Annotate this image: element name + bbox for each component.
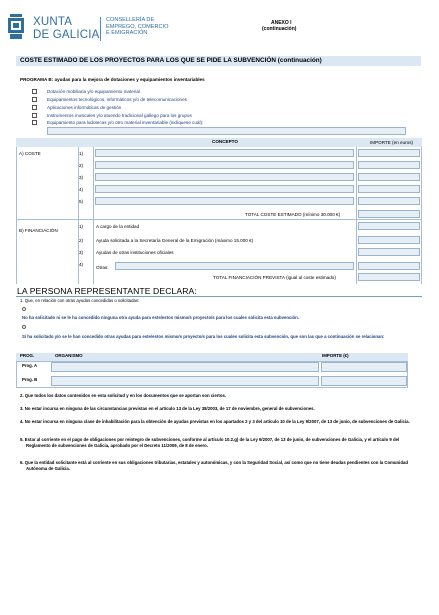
financ-row-text: Ayudas de otras instituciones oficiales xyxy=(96,250,174,255)
total-coste-input[interactable] xyxy=(358,210,420,218)
option-yes-aid-text: Sí ha solicitado y/o se le han concedido otras ayudas para este/estos mismo/s proyecto/s para los cuales solicita esta subvención, que son las que a continuación se relacionan: xyxy=(22,334,385,339)
aid-col-prog: PROG. xyxy=(20,353,35,358)
financ-importe-input-1[interactable] xyxy=(358,222,420,230)
coste-importe-input-3[interactable] xyxy=(358,173,420,181)
declaration-q1: 1. Que, en relación con otras ayudas concedidas o solicitadas: xyxy=(20,298,140,303)
coste-label: A) COSTE xyxy=(19,151,41,156)
program-b-heading: PROGRAMA B: ayudas para la mejora de dotaciones y equipamientos inventariables xyxy=(20,77,205,82)
option-instrumentos[interactable] xyxy=(32,112,192,118)
financ-row-text: A cargo de la entidad xyxy=(96,224,140,229)
checkbox[interactable] xyxy=(32,120,37,125)
grid-line xyxy=(421,147,422,284)
checkbox[interactable] xyxy=(32,105,37,110)
coste-importe-input-4[interactable] xyxy=(358,185,420,193)
grid-line xyxy=(16,219,422,220)
coste-row-num: 4) xyxy=(79,187,84,192)
dept-line-2: EMPREGO, COMERCIO xyxy=(106,23,169,30)
option-dotacion[interactable] xyxy=(32,88,140,94)
aid-col-organismo: ORGANISMO xyxy=(55,353,83,358)
option-aplicaciones[interactable] xyxy=(32,104,121,110)
col-importe: IMPORTE (en euros) xyxy=(370,140,414,145)
radio-no-aid[interactable] xyxy=(22,307,26,311)
declaration-item-4: 4. No estar incursa en ninguna clase de inhabilitación para la obtención de ayudas previstas en los apartados 2 y 3 del artículo 10 de la Ley 9/2007, de 13 de junio, de subvenciones de Galicia. xyxy=(20,419,410,424)
aid-organismo-input-a[interactable] xyxy=(51,362,319,372)
financ-row-num: 1) xyxy=(79,224,84,229)
aid-col-importe: IMPORTE (€) xyxy=(322,353,349,358)
option-label: Aplicaciones informáticas de gestión xyxy=(47,104,122,110)
coste-concepto-input-2[interactable] xyxy=(95,161,354,169)
aid-organismo-input-b[interactable] xyxy=(51,376,319,386)
financiacion-label: B) FINANCIACIÓN xyxy=(19,228,58,233)
financ-importe-input-2[interactable] xyxy=(358,236,420,244)
xunta-logo-icon xyxy=(8,14,24,39)
coste-row-num: 1) xyxy=(79,151,84,156)
financ-row-num: 3) xyxy=(79,250,84,255)
annex-continuation: (continuación) xyxy=(262,26,297,32)
annex-label xyxy=(262,20,296,32)
radio-yes-aid[interactable] xyxy=(22,325,26,329)
declaration-divider xyxy=(16,296,422,297)
grid-line xyxy=(16,147,17,284)
coste-concepto-input-5[interactable] xyxy=(95,197,354,205)
coste-importe-input-1[interactable] xyxy=(358,149,420,157)
coste-row-num: 5) xyxy=(79,199,84,204)
financ-row-text: Ayuda solicitada a la Secretaría General de la Emigración (máximo 15.000 €) xyxy=(96,238,254,243)
financ-row-text: Otras: xyxy=(96,265,109,270)
declaration-item-2: 2. Que todos los datos contenidos en esta solicitud y en los documentos que se aportan son ciertos. xyxy=(20,393,227,398)
option-label: Instrumentos musicales y/o atuendo tradicional gallego para los grupos xyxy=(47,112,192,118)
financ-importe-input-3[interactable] xyxy=(358,248,420,256)
coste-importe-input-2[interactable] xyxy=(358,161,420,169)
coste-row-num: 2) xyxy=(79,163,84,168)
section-title: COSTE ESTIMADO DE LOS PROYECTOS PARA LOS QUE SE PIDE LA SUBVENCIÓN (continuación) xyxy=(20,57,322,64)
total-financ-label: TOTAL FINANCIACIÓN PREVISTA (igual al coste estimado) xyxy=(213,275,336,280)
option-label: Equipamientos tecnológicos, informáticos y/o de telecomunicaciones xyxy=(47,96,187,102)
grid-line xyxy=(93,147,94,284)
dept-line-3: E EMIGRACIÓN xyxy=(106,30,148,37)
dept-line-1: CONSELLERÍA DE xyxy=(106,17,155,23)
checkbox[interactable] xyxy=(32,113,37,118)
option-no-aid-text: No ha solicitado ni se le ha concedido ninguna otra ayuda para este/estos mismo/s proyecto/s para los cuales solicita esta subvención. xyxy=(22,315,299,320)
financ-importe-input-4[interactable] xyxy=(358,262,420,270)
department-name xyxy=(106,17,168,37)
logo-text-xunta: XUNTA xyxy=(33,16,73,28)
declaration-item-5: 5. Estar al corriente en el pago de obligaciones por reintegro de subvenciones, conforme al artículo 10.2.g) de la Ley 9/2007, de 13 de junio, de subvenciones de Galicia, y el artículo 9 del Reglamento de subvenciones de Galicia, aprobado por el Decreto 11/2009, de 8 de enero. xyxy=(20,437,400,449)
option-label: Dotación mobiliaria y/o equipamiento material xyxy=(47,88,140,94)
aid-importe-input-a[interactable] xyxy=(321,362,407,372)
financ-row-num: 4) xyxy=(79,262,84,267)
coste-concepto-input-4[interactable] xyxy=(95,185,354,193)
coste-concepto-input-3[interactable] xyxy=(95,173,354,181)
annex-title: ANEXO I xyxy=(271,20,292,26)
grid-line xyxy=(356,147,357,284)
option-tecnologicos[interactable] xyxy=(32,96,187,102)
coste-importe-input-5[interactable] xyxy=(358,197,420,205)
option-label: Equipamiento para ludotecas y/o otro material inventariable (indíquese cuál): xyxy=(47,119,204,125)
logo-text-galicia: DE GALICIA xyxy=(33,29,100,41)
aid-row-label: Prog. A xyxy=(22,363,38,368)
option-ludotecas[interactable] xyxy=(32,119,203,125)
col-concepto: CONCEPTO xyxy=(212,139,238,144)
aid-row-label: Prog. B xyxy=(22,377,38,382)
financ-row-num: 2) xyxy=(79,238,84,243)
checkbox[interactable] xyxy=(32,97,37,102)
declaration-item-3: 3. No estar incursa en ninguna de las circunstancias previstas en el artículo 13 de la Ley 38/2003, de 17 de noviembre, general de subvenciones. xyxy=(20,406,315,411)
other-material-input[interactable] xyxy=(47,127,406,135)
otras-instituciones-input[interactable] xyxy=(115,262,354,270)
coste-row-num: 3) xyxy=(79,175,84,180)
aid-importe-input-b[interactable] xyxy=(321,376,407,386)
logo-divider xyxy=(100,17,101,41)
total-coste-label: TOTAL COSTE ESTIMADO (mínimo 30.000 €) xyxy=(245,212,341,217)
total-financ-input[interactable] xyxy=(358,273,420,281)
coste-concepto-input-1[interactable] xyxy=(95,149,354,157)
declaration-title: LA PERSONA REPRESENTANTE DECLARA: xyxy=(17,286,197,296)
checkbox[interactable] xyxy=(32,89,37,94)
declaration-item-6: 6. Que la entidad solicitante está al corriente en sus obligaciones tributarias, estatales y autonómicas, y con la Seguridad Social, así como que no tiene deudas pendientes con la Comunidad Autónoma de Galicia. xyxy=(20,460,409,472)
